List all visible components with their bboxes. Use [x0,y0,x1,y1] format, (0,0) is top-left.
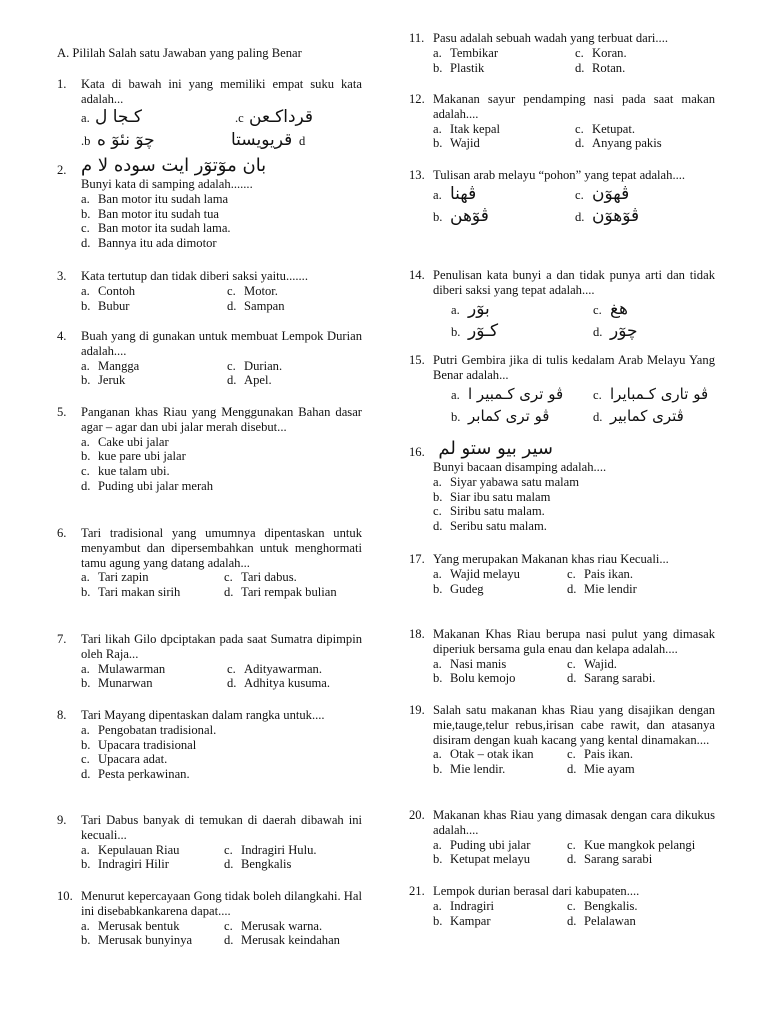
option-d[interactable]: d. Bengkalis [224,857,292,872]
option-a[interactable]: a. Nasi manis [433,656,507,671]
question-stem: Yang merupakan Makanan khas riau Kecuali... [433,552,669,566]
option-d[interactable]: d. چوٓر [593,320,638,341]
question-8 [57,708,362,782]
question-13 [409,168,715,227]
option-d[interactable]: d. Apel. [227,373,272,388]
question-number: 13. [409,168,425,182]
option-c[interactable]: c. هغ [593,298,629,319]
question-21 [409,884,715,928]
option-c[interactable]: c. Durian. [227,358,283,373]
option-c[interactable]: c. Kue mangkok pelangi [567,837,696,852]
option-d-arabic: قريويستا [231,129,293,150]
option-a[interactable]: a. ڤو ترى كـمبير ا [451,384,564,403]
option-d[interactable]: d. ڤوٓهوٓن [575,205,640,226]
question-10 [57,889,362,948]
question-stem: Putri Gembira jika di tulis kedalam Arab Melayu Yang Benar adalah... [433,353,715,382]
option-c[interactable]: c. Koran. [575,45,627,60]
option-d[interactable]: d. Mie ayam [567,762,635,777]
question-18 [409,627,715,686]
question-12 [409,92,715,151]
option-c[interactable]: c. Siribu satu malam. [433,504,545,519]
question-number: 17. [409,552,425,566]
option-b-arabic: چوٓ نئوٓ ه [97,129,155,150]
question-number: 16. [409,445,425,459]
question-number: 12. [409,92,425,106]
option-d[interactable]: d. Anyang pakis [575,136,662,151]
option-b[interactable]: b. Upacara tradisional [81,737,197,752]
question-stem: Salah satu makanan khas Riau yang disajikan dengan mie,tauge,telur rebus,irisan cabe rawit, dan atasanya disiram dengan kuah kacang yang kental dinamakan.... [433,703,715,747]
option-b[interactable]: b. Kampar [433,913,491,928]
option-b[interactable]: b. Ban motor itu sudah tua [81,206,220,221]
option-a[interactable]: a. Kepulauan Riau [81,842,180,857]
question-arabic-text: سير بيو ستو لم [438,438,553,459]
question-14 [409,268,715,342]
option-b[interactable]: b. Jeruk [81,373,126,388]
question-number: 5. [57,405,67,419]
instruction-heading: A. Pililah Salah satu Jawaban yang paling Benar [57,46,302,60]
question-number: 3. [57,269,67,283]
option-a[interactable]: a. ڤهنا [433,183,477,204]
option-c[interactable]: c. Tari dabus. [224,570,297,585]
arabic-options-row-1 [81,107,362,129]
question-number: 11. [409,31,425,45]
option-a[interactable]: a. Cake ubi jalar [81,434,169,449]
question-stem: Tari Mayang dipentaskan dalam rangka untuk.... [81,708,325,722]
question-stem: Makanan sayur pendamping nasi pada saat makan adalah.... [433,92,715,121]
question-6 [57,526,362,600]
question-stem: Makanan khas Riau yang dimasak dengan cara dikukus adalah.... [433,808,715,837]
option-d[interactable]: d. Sarang sarabi [567,852,653,867]
question-number: 4. [57,329,67,343]
question-number: 10. [57,889,73,903]
question-number: 15. [409,353,425,367]
option-a[interactable]: a. Contoh [81,283,136,298]
option-d[interactable]: d. Merusak keindahan [224,933,340,948]
question-stem: Tari likah Gilo dpciptakan pada saat Sumatra dipimpin oleh Raja... [81,632,362,661]
option-b[interactable]: b. ڤوٓهن [433,205,489,226]
question-9 [57,813,362,872]
question-11 [409,31,715,75]
option-b[interactable]: b. Munarwan [81,676,153,691]
question-stem: Pasu adalah sebuah wadah yang terbuat dari.... [433,31,669,45]
option-b[interactable]: b. Bubur [81,298,130,313]
option-a[interactable]: a. Itak kepal [433,121,500,136]
option-d[interactable]: d. Rotan. [575,60,626,75]
question-number: 7. [57,632,67,646]
question-stem: Buah yang di gunakan untuk membuat Lempok Durian adalah.... [81,329,362,358]
question-arabic-text: بان موٓتوٓر ايت سوده لا م [81,155,267,176]
option-c[interactable]: c. Indragiri Hulu. [224,842,317,857]
option-letter-c: .c [235,110,244,125]
option-d[interactable]: d. Tari rempak bulian [224,585,337,600]
option-d[interactable]: d. Mie lendir [567,581,637,596]
option-d[interactable]: d. ڤترى كمابير [593,406,684,425]
option-b[interactable]: b. Indragiri Hilir [81,857,169,872]
option-b[interactable]: b. Merusak bunyinya [81,933,193,948]
question-7 [57,632,362,691]
option-letter-d: d [299,133,306,148]
option-c[interactable]: c. Bengkalis. [567,898,638,913]
question-4 [57,329,362,388]
question-stem: Kata di bawah ini yang memiliki empat suku kata adalah... [81,77,362,106]
option-b[interactable]: b. Ketupat melayu [433,852,531,867]
option-a[interactable]: a. Pengobatan tradisional. [81,722,217,737]
option-a[interactable]: a. Tembikar [433,45,499,60]
option-c[interactable]: c. Ketupat. [575,121,636,136]
option-b[interactable]: b. Siar ibu satu malam [433,489,551,504]
question-stem: Kata tertutup dan tidak diberi saksi yaitu....... [81,269,308,283]
option-c[interactable]: c. Pais ikan. [567,566,633,581]
question-number: 21. [409,884,425,898]
question-17 [409,552,715,596]
option-a[interactable]: a. Siyar yabawa satu malam [433,474,580,489]
option-c[interactable]: c. kue talam ubi. [81,464,170,479]
option-b[interactable]: b. Bolu kemojo [433,671,516,686]
question-number: 19. [409,703,425,717]
option-c[interactable]: c. ڤو تارى كـمبايرا [593,384,709,403]
question-number: 20. [409,808,425,822]
option-b[interactable]: b. Tari makan sirih [81,585,181,600]
option-c[interactable]: c. Merusak warna. [224,918,323,933]
option-c[interactable]: c. Motor. [227,283,278,298]
question-number: 9. [57,813,67,827]
option-b[interactable]: b. ڤو ترى كمابر [451,406,550,425]
question-number: 6. [57,526,67,540]
question-3 [57,269,362,313]
question-stem: Makanan Khas Riau berupa nasi pulut yang dimasak diperiuk bersama gula enau dan kelapa adalah.... [433,627,715,656]
question-stem: Penulisan kata bunyi a dan tidak punya arti dan tidak diberi saksi yang tepat adalah.... [433,268,715,297]
option-a[interactable]: a. Mangga [81,358,140,373]
option-b[interactable]: b. Wajid [433,136,480,151]
question-15 [409,353,715,427]
question-stem: Bunyi bacaan disamping adalah.... [433,460,607,474]
question-number: 1. [57,77,67,91]
option-a[interactable]: a. Mulawarman [81,661,166,676]
arabic-options-row-2 [81,129,362,151]
option-c[interactable]: c. Wajid. [567,656,617,671]
option-b[interactable]: b. Gudeg [433,581,484,596]
option-a[interactable]: a. Puding ubi jalar [433,837,531,852]
question-5 [57,405,362,494]
question-stem: Bunyi kata di samping adalah....... [81,177,253,191]
question-stem: Tari tradisional yang umumnya dipentaskan untuk menyambut dan dipersembahkan untuk menghormati tamu agung yang datang adalah... [81,526,362,570]
option-a[interactable]: a. Ban motor itu sudah lama [81,191,229,206]
option-d[interactable]: d. Bannya itu ada dimotor [81,236,217,251]
option-d[interactable]: d. Sarang sarabi. [567,671,656,686]
question-stem: Panganan khas Riau yang Menggunakan Bahan dasar agar – agar dan ubi jalar merah disebut... [81,405,362,434]
option-d[interactable]: d. Sampan [227,298,285,313]
option-a[interactable]: a. Otak – otak ikan [433,747,534,762]
option-c[interactable]: c. Ban motor ita sudah lama. [81,221,231,236]
option-c[interactable]: c. Upacara adat. [81,752,168,767]
question-19 [409,703,715,777]
option-d[interactable]: d. Pesta perkawinan. [81,767,190,782]
option-b[interactable]: b. كـوٓر [451,320,499,341]
option-d[interactable]: d. Adhitya kusuma. [227,676,331,691]
question-20 [409,808,715,867]
option-a[interactable]: a. بوٓر [451,298,490,319]
option-d[interactable]: d. Seribu satu malam. [433,519,547,534]
question-16 [409,438,715,534]
option-c[interactable]: c. ڤهوٓن [575,183,630,204]
question-stem: Menurut kepercayaan Gong tidak boleh dilangkahi. Hal ini disebabkankarena dapat.... [81,889,362,918]
option-b[interactable]: b. Plastik [433,60,485,75]
option-c-arabic: قرداكـعن [249,106,314,127]
option-a[interactable]: a. Tari zapin [81,570,149,585]
question-number: 8. [57,708,67,722]
option-b[interactable]: b. Mie lendir. [433,762,506,777]
option-letter-a: a. [81,110,90,125]
question-stem: Lempok durian berasal dari kabupaten.... [433,884,640,898]
question-number: 2. [57,163,67,177]
question-stem: Tulisan arab melayu “pohon” yang tepat adalah.... [433,168,686,182]
option-c[interactable]: c. Adityawarman. [227,661,322,676]
option-a[interactable]: a. Merusak bentuk [81,918,180,933]
option-c[interactable]: c. Pais ikan. [567,747,633,762]
option-a-arabic: كـجا ل [95,106,142,127]
question-1 [57,77,362,151]
question-number: 18. [409,627,425,641]
question-stem: Tari Dabus banyak di temukan di daerah dibawah ini kecuali... [81,813,362,842]
option-a[interactable]: a. Wajid melayu [433,566,520,581]
option-d[interactable]: d. Puding ubi jalar merah [81,478,214,493]
option-a[interactable]: a. Indragiri [433,898,495,913]
question-number: 14. [409,268,425,282]
option-letter-b: .b [81,133,91,148]
question-2 [57,155,362,251]
option-d[interactable]: d. Pelalawan [567,913,636,928]
option-b[interactable]: b. kue pare ubi jalar [81,449,186,464]
